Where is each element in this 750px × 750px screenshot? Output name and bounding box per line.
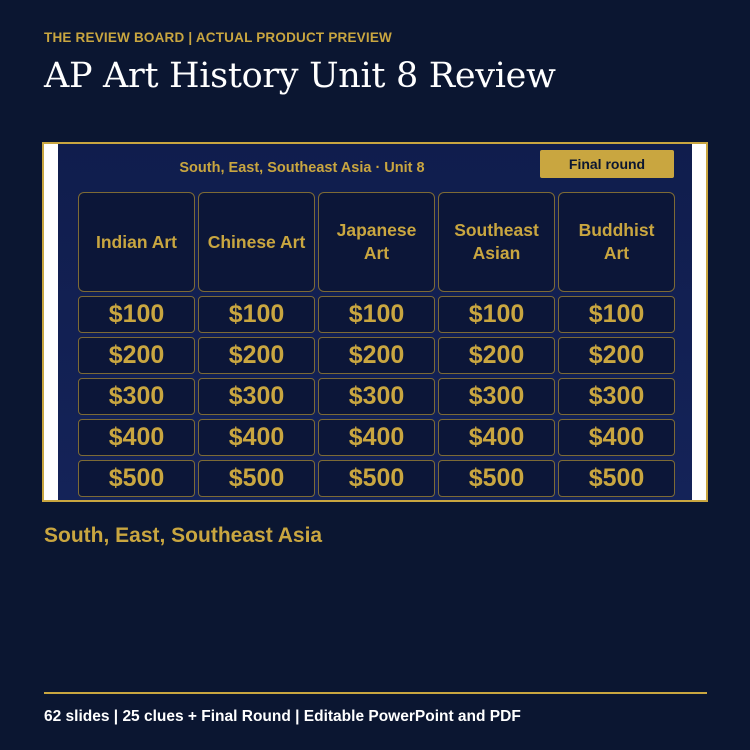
clue-value-tile[interactable]: $400 [558, 419, 675, 456]
clue-value-tile[interactable]: $200 [78, 337, 195, 374]
clue-value-tile[interactable]: $500 [438, 460, 555, 497]
page-title: AP Art History Unit 8 Review [44, 56, 556, 96]
final-round-button[interactable]: Final round [540, 150, 674, 178]
clue-value-tile[interactable]: $300 [198, 378, 315, 415]
product-preview-frame [42, 142, 708, 502]
clue-value-tile[interactable]: $300 [558, 378, 675, 415]
clue-value-tile[interactable]: $300 [78, 378, 195, 415]
slide-subtitle: South, East, Southeast Asia · Unit 8 [179, 160, 425, 176]
clue-value-tile[interactable]: $400 [438, 419, 555, 456]
clue-value-tile[interactable]: $100 [198, 296, 315, 333]
clue-value-tile[interactable]: $200 [558, 337, 675, 374]
section-caption: South, East, Southeast Asia [44, 524, 323, 547]
clue-value-tile[interactable]: $100 [558, 296, 675, 333]
category-header: Japanese Art [318, 192, 435, 292]
footer-note: 62 slides | 25 clues + Final Round | Editable PowerPoint and PDF [44, 708, 521, 725]
clue-value-tile[interactable]: $500 [318, 460, 435, 497]
clue-value-tile[interactable]: $200 [318, 337, 435, 374]
jeopardy-board [78, 192, 675, 497]
clue-value-tile[interactable]: $100 [318, 296, 435, 333]
clue-value-tile[interactable]: $100 [438, 296, 555, 333]
category-header: Buddhist Art [558, 192, 675, 292]
clue-value-tile[interactable]: $500 [558, 460, 675, 497]
clue-value-tile[interactable]: $400 [78, 419, 195, 456]
category-header: Southeast Asian [438, 192, 555, 292]
clue-value-tile[interactable]: $100 [78, 296, 195, 333]
clue-value-tile[interactable]: $200 [198, 337, 315, 374]
clue-value-tile[interactable]: $300 [318, 378, 435, 415]
category-header: Indian Art [78, 192, 195, 292]
clue-value-tile[interactable]: $500 [78, 460, 195, 497]
clue-value-tile[interactable]: $200 [438, 337, 555, 374]
divider [44, 692, 707, 694]
jeopardy-slide [58, 144, 692, 500]
clue-value-tile[interactable]: $400 [198, 419, 315, 456]
category-header: Chinese Art [198, 192, 315, 292]
clue-value-tile[interactable]: $300 [438, 378, 555, 415]
clue-value-tile[interactable]: $400 [318, 419, 435, 456]
eyebrow-label: THE REVIEW BOARD | ACTUAL PRODUCT PREVIEW [44, 30, 392, 45]
clue-value-tile[interactable]: $500 [198, 460, 315, 497]
